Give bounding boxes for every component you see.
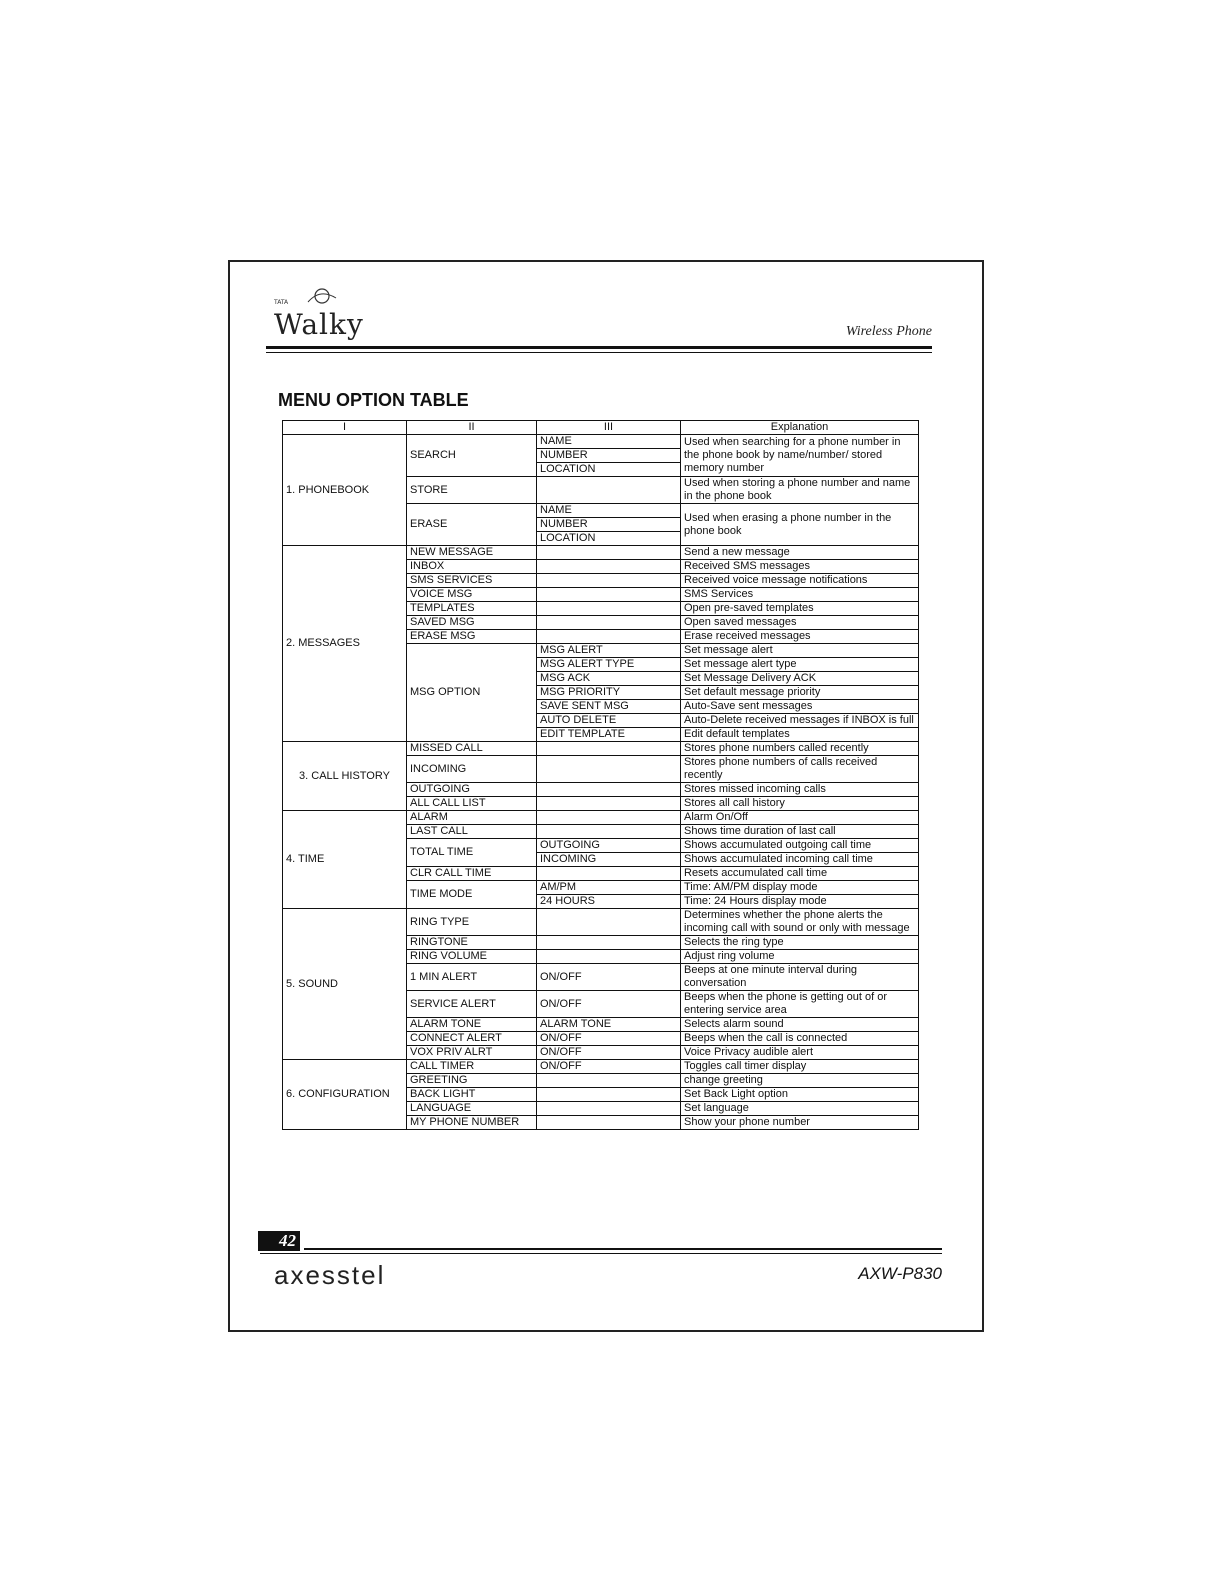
column-header: Explanation — [681, 421, 919, 435]
explanation-cell: Time: AM/PM display mode — [681, 881, 919, 895]
menu-level3-cell: ON/OFF — [537, 1032, 681, 1046]
menu-option-table — [282, 420, 919, 1130]
menu-level2-cell: NEW MESSAGE — [407, 546, 537, 560]
explanation-cell: Set language — [681, 1102, 919, 1116]
footer-rule-thin — [260, 1253, 942, 1254]
header-title: Wireless Phone — [845, 324, 932, 339]
explanation-cell: Received SMS messages — [681, 560, 919, 574]
menu-level2-cell: ALARM — [407, 811, 537, 825]
menu-level1-cell: 6. CONFIGURATION — [283, 1060, 407, 1130]
menu-level2-cell: RINGTONE — [407, 936, 537, 950]
menu-level2-cell: LANGUAGE — [407, 1102, 537, 1116]
footer-rule — [304, 1248, 942, 1250]
menu-level3-cell — [537, 546, 681, 560]
explanation-cell: Time: 24 Hours display mode — [681, 895, 919, 909]
menu-level3-cell — [537, 602, 681, 616]
logo-small-text: TATA — [274, 299, 289, 306]
menu-level3-cell — [537, 588, 681, 602]
explanation-cell: Send a new message — [681, 546, 919, 560]
explanation-cell: Erase received messages — [681, 630, 919, 644]
menu-level3-cell — [537, 909, 681, 936]
explanation-cell: Stores phone numbers of calls received recently — [681, 756, 919, 783]
explanation-cell: Show your phone number — [681, 1116, 919, 1130]
menu-level3-cell: INCOMING — [537, 853, 681, 867]
menu-level3-cell — [537, 630, 681, 644]
menu-level2-cell: RING VOLUME — [407, 950, 537, 964]
menu-level3-cell: 24 HOURS — [537, 895, 681, 909]
menu-level2-cell: ERASE MSG — [407, 630, 537, 644]
menu-level3-cell — [537, 742, 681, 756]
menu-level1-cell: 5. SOUND — [283, 909, 407, 1060]
table-header-row — [283, 421, 919, 435]
logo-word: Walky — [274, 308, 364, 341]
menu-level1-cell: 1. PHONEBOOK — [283, 435, 407, 546]
menu-level3-cell: NAME — [537, 504, 681, 518]
menu-level3-cell — [537, 756, 681, 783]
menu-level3-cell: ON/OFF — [537, 1060, 681, 1074]
explanation-cell: Used when erasing a phone number in the phone book — [681, 504, 919, 546]
explanation-cell: Open pre-saved templates — [681, 602, 919, 616]
menu-level2-cell: INBOX — [407, 560, 537, 574]
explanation-cell: Shows time duration of last call — [681, 825, 919, 839]
menu-level3-cell: ALARM TONE — [537, 1018, 681, 1032]
model-number: AXW-P830 — [858, 1264, 942, 1283]
header-rule — [266, 346, 932, 349]
explanation-cell: Set Message Delivery ACK — [681, 672, 919, 686]
explanation-cell: Alarm On/Off — [681, 811, 919, 825]
menu-level3-cell: MSG ALERT TYPE — [537, 658, 681, 672]
explanation-cell: Selects the ring type — [681, 936, 919, 950]
menu-level3-cell — [537, 1102, 681, 1116]
explanation-cell: Beeps when the call is connected — [681, 1032, 919, 1046]
menu-level3-cell — [537, 950, 681, 964]
table-row — [283, 811, 919, 825]
menu-level2-cell: MSG OPTION — [407, 644, 537, 742]
column-header: I — [283, 421, 407, 435]
table-row — [283, 742, 919, 756]
menu-level2-cell: LAST CALL — [407, 825, 537, 839]
menu-level3-cell: ON/OFF — [537, 991, 681, 1018]
menu-level2-cell: BACK LIGHT — [407, 1088, 537, 1102]
explanation-cell: Stores all call history — [681, 797, 919, 811]
menu-level2-cell: SERVICE ALERT — [407, 991, 537, 1018]
menu-level2-cell: RING TYPE — [407, 909, 537, 936]
explanation-cell: Set message alert — [681, 644, 919, 658]
menu-level3-cell: ON/OFF — [537, 964, 681, 991]
explanation-cell: Resets accumulated call time — [681, 867, 919, 881]
menu-level2-cell: ERASE — [407, 504, 537, 546]
explanation-cell: Determines whether the phone alerts the incoming call with sound or only with message — [681, 909, 919, 936]
menu-level2-cell: TIME MODE — [407, 881, 537, 909]
menu-level3-cell: OUTGOING — [537, 839, 681, 853]
explanation-cell: Set Back Light option — [681, 1088, 919, 1102]
explanation-cell: Stores phone numbers called recently — [681, 742, 919, 756]
column-header: II — [407, 421, 537, 435]
table-row — [283, 909, 919, 936]
menu-level3-cell: NUMBER — [537, 518, 681, 532]
menu-level3-cell: MSG ALERT — [537, 644, 681, 658]
menu-level3-cell: SAVE SENT MSG — [537, 700, 681, 714]
menu-level2-cell: VOICE MSG — [407, 588, 537, 602]
manual-page — [228, 260, 984, 1332]
explanation-cell: Selects alarm sound — [681, 1018, 919, 1032]
explanation-cell: Auto-Save sent messages — [681, 700, 919, 714]
menu-level3-cell: AUTO DELETE — [537, 714, 681, 728]
explanation-cell: Set default message priority — [681, 686, 919, 700]
menu-level2-cell: TOTAL TIME — [407, 839, 537, 867]
menu-level1-cell: 3. CALL HISTORY — [283, 742, 407, 811]
menu-level2-cell: INCOMING — [407, 756, 537, 783]
menu-level3-cell — [537, 1074, 681, 1088]
explanation-cell: Shows accumulated incoming call time — [681, 853, 919, 867]
menu-level3-cell — [537, 936, 681, 950]
menu-level3-cell — [537, 477, 681, 504]
menu-level3-cell — [537, 574, 681, 588]
brand-logo: axesstel — [274, 1260, 386, 1290]
tata-walky-logo — [260, 282, 364, 342]
menu-level3-cell — [537, 825, 681, 839]
explanation-cell: Shows accumulated outgoing call time — [681, 839, 919, 853]
page-title: MENU OPTION TABLE — [278, 390, 469, 410]
table-row — [283, 1060, 919, 1074]
menu-level3-cell — [537, 1116, 681, 1130]
table-row — [283, 546, 919, 560]
menu-level2-cell: STORE — [407, 477, 537, 504]
menu-level3-cell: LOCATION — [537, 463, 681, 477]
menu-level2-cell: TEMPLATES — [407, 602, 537, 616]
menu-level2-cell: GREETING — [407, 1074, 537, 1088]
page-number: 42 — [258, 1231, 300, 1251]
explanation-cell: Stores missed incoming calls — [681, 783, 919, 797]
menu-level2-cell: SMS SERVICES — [407, 574, 537, 588]
menu-level2-cell: MISSED CALL — [407, 742, 537, 756]
menu-level3-cell — [537, 616, 681, 630]
explanation-cell: Used when searching for a phone number in the phone book by name/number/ stored memory number — [681, 435, 919, 477]
menu-level2-cell: SAVED MSG — [407, 616, 537, 630]
menu-level1-cell: 2. MESSAGES — [283, 546, 407, 742]
explanation-cell: Adjust ring volume — [681, 950, 919, 964]
menu-level3-cell: MSG ACK — [537, 672, 681, 686]
menu-level3-cell: NUMBER — [537, 449, 681, 463]
menu-level3-cell — [537, 811, 681, 825]
menu-level1-cell: 4. TIME — [283, 811, 407, 909]
header-rule-thin — [266, 352, 932, 353]
explanation-cell: Open saved messages — [681, 616, 919, 630]
explanation-cell: change greeting — [681, 1074, 919, 1088]
menu-level3-cell: ON/OFF — [537, 1046, 681, 1060]
menu-level2-cell: CLR CALL TIME — [407, 867, 537, 881]
menu-level3-cell: LOCATION — [537, 532, 681, 546]
menu-level2-cell: OUTGOING — [407, 783, 537, 797]
explanation-cell: Auto-Delete received messages if INBOX is full — [681, 714, 919, 728]
menu-level3-cell: AM/PM — [537, 881, 681, 895]
explanation-cell: Voice Privacy audible alert — [681, 1046, 919, 1060]
menu-level3-cell: NAME — [537, 435, 681, 449]
menu-level3-cell — [537, 797, 681, 811]
explanation-cell: Edit default templates — [681, 728, 919, 742]
menu-level2-cell: VOX PRIV ALRT — [407, 1046, 537, 1060]
menu-level3-cell: EDIT TEMPLATE — [537, 728, 681, 742]
menu-level3-cell — [537, 867, 681, 881]
explanation-cell: Received voice message notifications — [681, 574, 919, 588]
menu-level3-cell — [537, 560, 681, 574]
menu-level3-cell: MSG PRIORITY — [537, 686, 681, 700]
table-row — [283, 435, 919, 449]
explanation-cell: Beeps at one minute interval during conversation — [681, 964, 919, 991]
menu-level2-cell: MY PHONE NUMBER — [407, 1116, 537, 1130]
menu-level2-cell: ALL CALL LIST — [407, 797, 537, 811]
explanation-cell: Beeps when the phone is getting out of or entering service area — [681, 991, 919, 1018]
column-header: III — [537, 421, 681, 435]
explanation-cell: SMS Services — [681, 588, 919, 602]
menu-level3-cell — [537, 783, 681, 797]
menu-level2-cell: ALARM TONE — [407, 1018, 537, 1032]
menu-level2-cell: CALL TIMER — [407, 1060, 537, 1074]
menu-level3-cell — [537, 1088, 681, 1102]
explanation-cell: Toggles call timer display — [681, 1060, 919, 1074]
explanation-cell: Used when storing a phone number and name in the phone book — [681, 477, 919, 504]
explanation-cell: Set message alert type — [681, 658, 919, 672]
menu-level2-cell: 1 MIN ALERT — [407, 964, 537, 991]
menu-level2-cell: SEARCH — [407, 435, 537, 477]
menu-level2-cell: CONNECT ALERT — [407, 1032, 537, 1046]
